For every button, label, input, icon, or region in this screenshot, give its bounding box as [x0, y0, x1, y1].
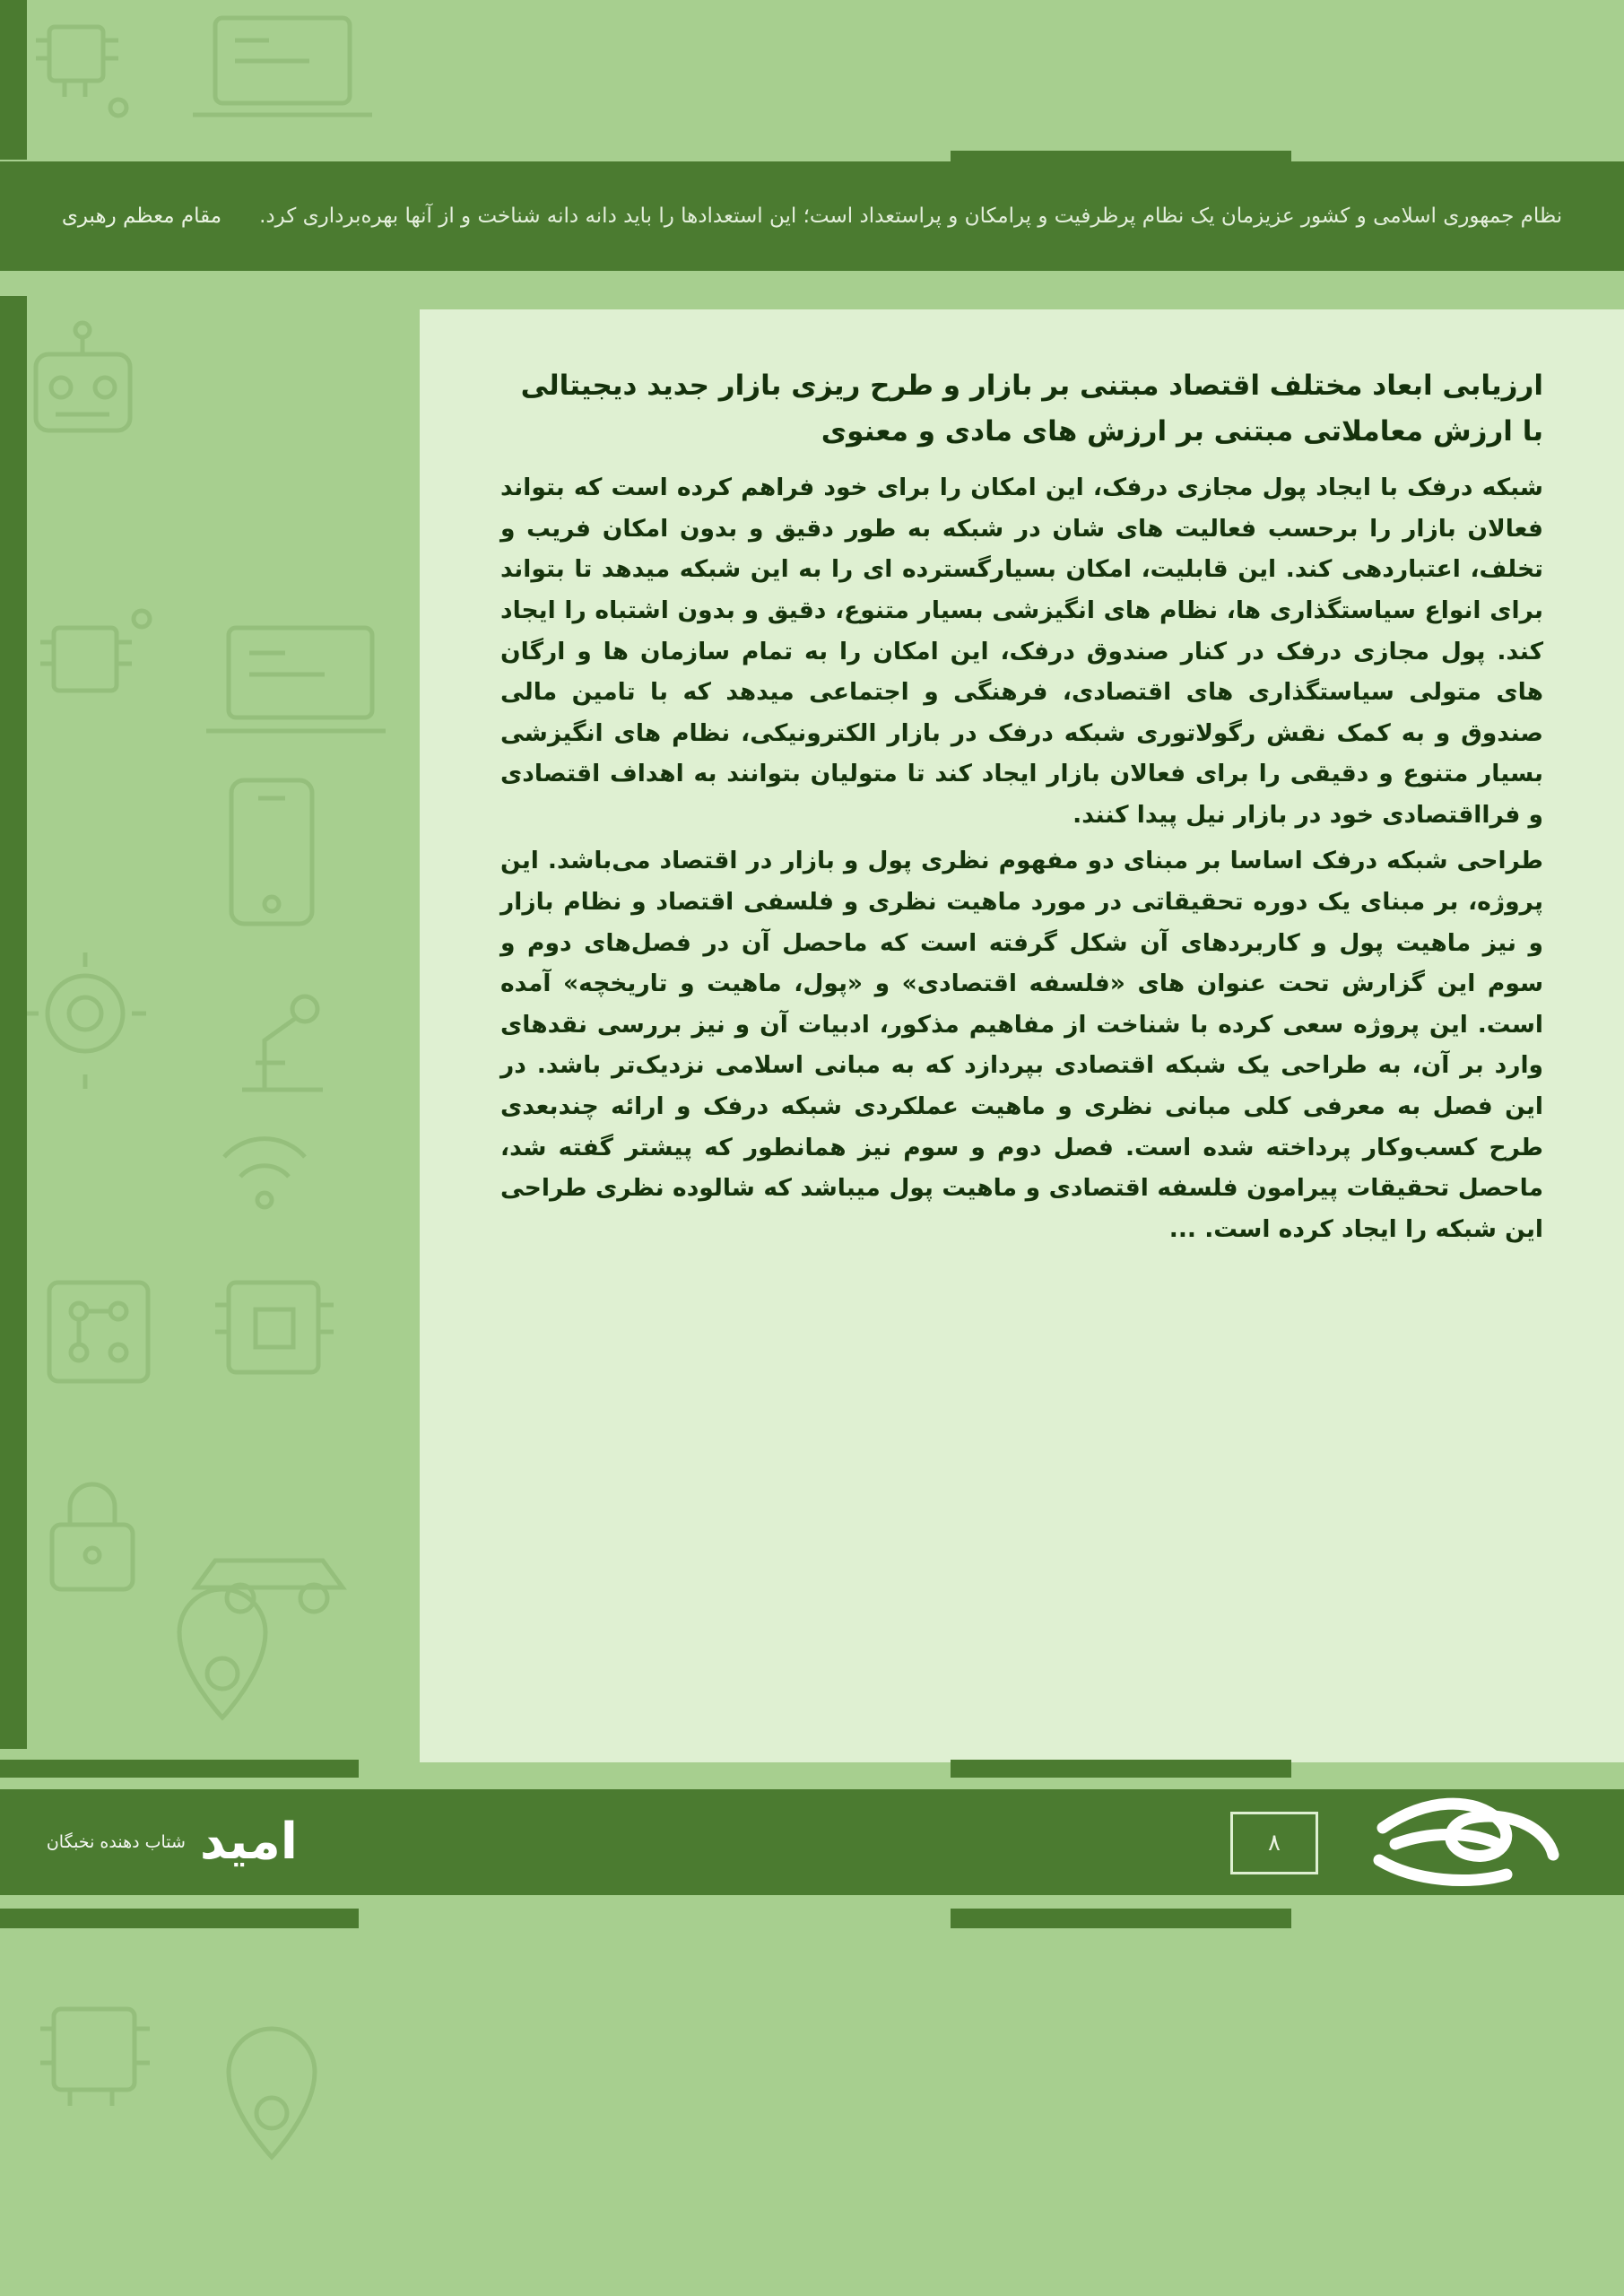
- decorative-bar-footer-low-right: [951, 1909, 1291, 1928]
- circuit-icon: [36, 27, 126, 116]
- smartphone-icon: [231, 780, 312, 924]
- decorative-bar-left-vertical: [0, 296, 27, 1749]
- brand-name: امید: [199, 1813, 298, 1871]
- wifi-icon: [224, 1139, 305, 1207]
- microscope-icon: [242, 996, 323, 1090]
- circuit-board-icon: [49, 1283, 148, 1381]
- article-paragraph: شبکه درفک با ایجاد پول مجازی درفک، این امکان را برای خود فراهم کرده است که بتواند فعالان بازار را برحسب فعالیت های شان در شبکه به طور دقیق و بدون امکان فریب و تخلف، اعتباردهی کند. این قابلیت، امکان بسیارگسترده ای را به این شبکه میدهد تا بتواند برای انواع سیاستگذاری ها، نظام های انگیزشی بسیار متنوع، دقیق و بدون اشتباه را ایجاد کند. پول مجازی درفک در کنار صندوق درفک، این امکان را به تمام سازمان ها و ارگان های متولی سیاستگذاری های اقتصادی، فرهنگی و اجتماعی میدهد که با تامین مالی صندوق و به کمک نقش رگولاتوری شبکه درفک در بازار الکترونیکی، نظام های انگیزشی بسیار متنوع و دقیقی را برای فعالان بازار ایجاد کند تا متولیان بتوانند به اهداف اقتصادی و فرااقتصادی خود در بازار نیل پیدا کنند.: [500, 474, 1543, 829]
- decorative-bar-top-left: [0, 0, 27, 160]
- brand-subtitle: شتاب دهنده نخبگان: [46, 1832, 186, 1852]
- decorative-bar-footer-low-left: [0, 1909, 359, 1928]
- robot-icon: [36, 323, 130, 430]
- article-body: [420, 309, 1624, 1762]
- cpu-icon: [215, 1283, 334, 1372]
- page-number: ۸: [1230, 1812, 1318, 1874]
- location-pin-icon: [229, 2029, 315, 2157]
- laptop-icon: [206, 628, 386, 731]
- header-quote-text: نظام جمهوری اسلامی و کشور عزیزمان یک نظام پرظرفیت و پرامکان و پراستعداد است؛ این استعدادها را باید دانه دانه شناخت و از آنها بهره‌برداری کرد.: [259, 204, 1563, 228]
- brand: [18, 1789, 314, 1895]
- omid-swirl-logo: [1363, 1792, 1569, 1892]
- decorative-bar-footer-accent-right: [951, 1760, 1291, 1778]
- car-icon: [195, 1561, 343, 1612]
- header-quote-attribution: مقام معظم رهبری: [61, 204, 222, 228]
- circuit-icon: [40, 611, 150, 691]
- laptop-icon: [193, 18, 372, 115]
- article-paragraph: طراحی شبکه درفک اساسا بر مبنای دو مفهوم نظری پول و بازار در اقتصاد می‌باشد. این پروژه، بر مبنای یک دوره تحقیقاتی در مورد ماهیت نظری و فلسفی اقتصاد و نظام بازار و نیز ماهیت پول و کاربردهای آن شکل گرفته است که ماحصل آن در فصل‌های دوم و سوم این گزارش تحت عنوان های «فلسفه اقتصادی» و «پول، ماهیت و تاریخچه» آمده است. این پروژه سعی کرده با شناخت از مفاهیم مذکور، ادبیات آن و نیز بررسی نقدهای وارد بر آن، به طراحی یک شبکه اقتصادی بپردازد که به مبانی اسلامی نزدیک‌تر باشد. در این فصل به معرفی کلی مبانی نظری و ماهیت عملکردی شبکه درفک و ارائه چندبعدی طرح کسب‌وکار پرداخته شده است. فصل دوم و سوم نیز همانطور که پیشتر گفته شد، ماحصل تحقیقات پیرامون فلسفه اقتصادی و ماهیت پول میباشد که شالوده نظری طراحی این شبکه را ایجاد کرده است. ...: [500, 847, 1543, 1243]
- lock-icon: [52, 1484, 133, 1589]
- header-quote-block: [0, 161, 1624, 271]
- decorative-bar-footer-accent-left: [0, 1760, 359, 1778]
- circuit-icon: [40, 2009, 150, 2106]
- page-title: ارزیابی ابعاد مختلف اقتصاد مبتنی بر بازار و طرح ریزی بازار جدید دیجیتالی با ارزش معاملاتی مبتنی بر ارزش های مادی و معنوی: [520, 370, 1543, 448]
- location-pin-icon: [179, 1589, 265, 1718]
- gear-icon: [24, 952, 146, 1089]
- decorative-tech-icon-band: [0, 0, 421, 2296]
